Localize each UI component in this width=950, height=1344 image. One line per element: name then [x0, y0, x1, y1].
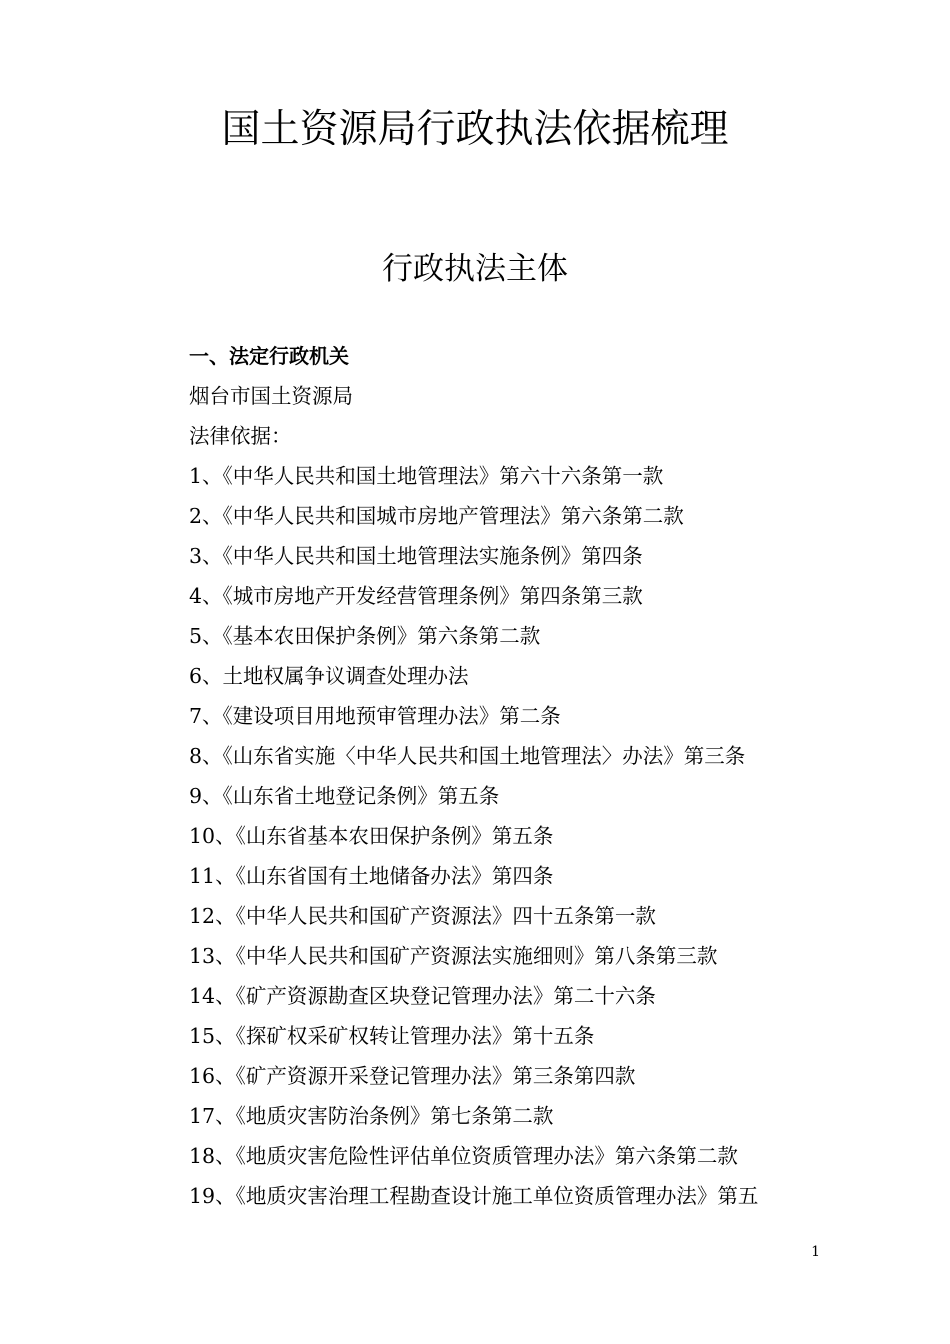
list-item: 11、《山东省国有土地储备办法》第四条: [189, 864, 554, 888]
list-item: 1、《中华人民共和国土地管理法》第六十六条第一款: [189, 464, 664, 488]
list-item: 10、《山东省基本农田保护条例》第五条: [189, 824, 554, 848]
list-item: 13、《中华人民共和国矿产资源法实施细则》第八条第三款: [189, 944, 718, 968]
list-item: 17、《地质灾害防治条例》第七条第二款: [189, 1104, 554, 1128]
section-title: 行政执法主体: [382, 251, 568, 287]
list-item: 9、《山东省土地登记条例》第五条: [189, 784, 500, 808]
legal-basis-list: [189, 456, 889, 1216]
list-item: 7、《建设项目用地预审管理办法》第二条: [189, 704, 561, 728]
page-number: 1: [811, 1244, 820, 1260]
list-item: 8、《山东省实施〈中华人民共和国土地管理法〉办法》第三条: [189, 744, 746, 768]
list-item: 3、《中华人民共和国土地管理法实施条例》第四条: [189, 544, 643, 568]
agency-name: 烟台市国土资源局: [189, 384, 353, 408]
list-item: 18、《地质灾害危险性评估单位资质管理办法》第六条第二款: [189, 1144, 738, 1168]
list-item: 15、《探矿权采矿权转让管理办法》第十五条: [189, 1024, 595, 1048]
list-item: 5、《基本农田保护条例》第六条第二款: [189, 624, 541, 648]
section-heading: 一、法定行政机关: [189, 344, 349, 368]
page-title: 国土资源局行政执法依据梳理: [221, 107, 729, 152]
list-item: 6、土地权属争议调查处理办法: [189, 664, 469, 688]
list-item: 19、《地质灾害治理工程勘查设计施工单位资质管理办法》第五: [189, 1184, 759, 1208]
document-body: [189, 336, 889, 1216]
list-item: 12、《中华人民共和国矿产资源法》四十五条第一款: [189, 904, 656, 928]
list-item: 16、《矿产资源开采登记管理办法》第三条第四款: [189, 1064, 636, 1088]
list-item: 4、《城市房地产开发经营管理条例》第四条第三款: [189, 584, 643, 608]
legal-basis-label: 法律依据：: [189, 424, 292, 448]
list-item: 2、《中华人民共和国城市房地产管理法》第六条第二款: [189, 504, 684, 528]
list-item: 14、《矿产资源勘查区块登记管理办法》第二十六条: [189, 984, 656, 1008]
